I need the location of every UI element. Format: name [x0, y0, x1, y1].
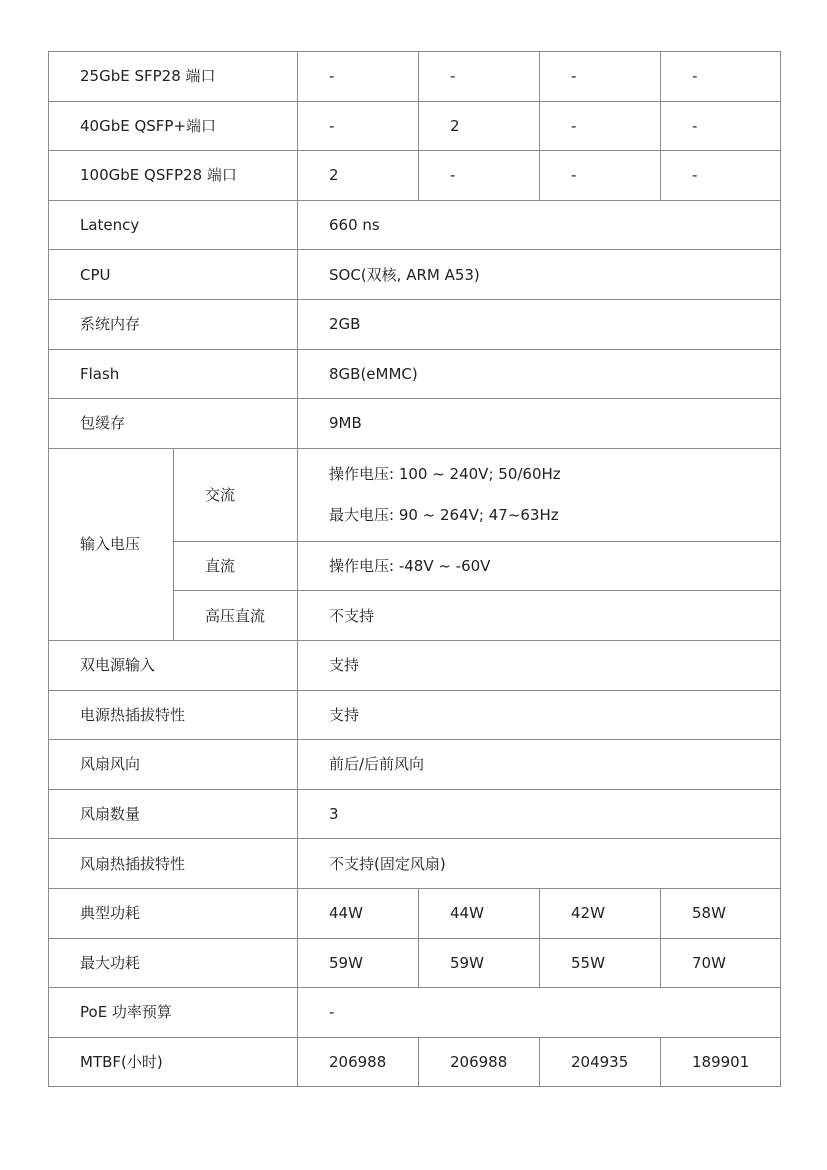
- cell-value: -: [661, 151, 781, 201]
- cell-value: 支持: [298, 690, 781, 740]
- cell-value: -: [540, 52, 661, 102]
- row-label: 40GbE QSFP+端口: [49, 101, 298, 151]
- row-label: 输入电压: [49, 448, 174, 640]
- row-label: 包缓存: [49, 399, 298, 449]
- row-label: 风扇数量: [49, 789, 298, 839]
- spec-table: [48, 51, 781, 1087]
- table-row: [49, 839, 781, 889]
- cell-value: -: [540, 151, 661, 201]
- table-row: [49, 1037, 781, 1087]
- cell-value: -: [298, 988, 781, 1038]
- row-label: PoE 功率预算: [49, 988, 298, 1038]
- ac-max-voltage: 最大电压: 90 ~ 264V; 47~63Hz: [329, 506, 559, 525]
- cell-value: 42W: [540, 888, 661, 938]
- cell-value: 2: [298, 151, 419, 201]
- table-row: [49, 888, 781, 938]
- row-label: 25GbE SFP28 端口: [49, 52, 298, 102]
- ac-operating-voltage: 操作电压: 100 ~ 240V; 50/60Hz: [329, 465, 561, 484]
- row-label: 100GbE QSFP28 端口: [49, 151, 298, 201]
- table-row: [49, 349, 781, 399]
- table-row: [49, 250, 781, 300]
- cell-value: [298, 448, 781, 541]
- cell-value: 前后/后前风向: [298, 740, 781, 790]
- cell-value: 不支持: [298, 591, 781, 641]
- table-row: [49, 740, 781, 790]
- row-label: 最大功耗: [49, 938, 298, 988]
- cell-value: 59W: [419, 938, 540, 988]
- cell-value: -: [419, 151, 540, 201]
- row-label: MTBF(小时): [49, 1037, 298, 1087]
- cell-value: 44W: [419, 888, 540, 938]
- sub-label: 高压直流: [174, 591, 298, 641]
- table-row: [49, 52, 781, 102]
- row-label: 电源热插拔特性: [49, 690, 298, 740]
- cell-value: -: [661, 52, 781, 102]
- sub-label: 直流: [174, 541, 298, 591]
- table-row: [49, 988, 781, 1038]
- row-label: Latency: [49, 200, 298, 250]
- cell-value: 2: [419, 101, 540, 151]
- cell-value: 操作电压: -48V ~ -60V: [298, 541, 781, 591]
- cell-value: 2GB: [298, 299, 781, 349]
- table-row: [49, 448, 781, 541]
- table-row: [49, 789, 781, 839]
- cell-value: 206988: [419, 1037, 540, 1087]
- cell-value: 9MB: [298, 399, 781, 449]
- row-label: CPU: [49, 250, 298, 300]
- cell-value: 58W: [661, 888, 781, 938]
- table-row: [49, 101, 781, 151]
- cell-value: 59W: [298, 938, 419, 988]
- table-row: [49, 938, 781, 988]
- cell-value: 44W: [298, 888, 419, 938]
- cell-value: 55W: [540, 938, 661, 988]
- row-label: 风扇热插拔特性: [49, 839, 298, 889]
- cell-value: -: [540, 101, 661, 151]
- cell-value: -: [298, 52, 419, 102]
- cell-value: 8GB(eMMC): [298, 349, 781, 399]
- cell-value: 70W: [661, 938, 781, 988]
- table-row: [49, 151, 781, 201]
- row-label: 双电源输入: [49, 640, 298, 690]
- cell-value: -: [298, 101, 419, 151]
- row-label: 典型功耗: [49, 888, 298, 938]
- table-row: [49, 200, 781, 250]
- cell-value: 支持: [298, 640, 781, 690]
- table-row: [49, 399, 781, 449]
- table-row: [49, 690, 781, 740]
- cell-value: 3: [298, 789, 781, 839]
- cell-value: -: [419, 52, 540, 102]
- row-label: Flash: [49, 349, 298, 399]
- cell-value: 204935: [540, 1037, 661, 1087]
- cell-value: 660 ns: [298, 200, 781, 250]
- row-label: 风扇风向: [49, 740, 298, 790]
- table-row: [49, 640, 781, 690]
- sub-label: 交流: [174, 448, 298, 541]
- row-label: 系统内存: [49, 299, 298, 349]
- cell-value: 不支持(固定风扇): [298, 839, 781, 889]
- cell-value: SOC(双核, ARM A53): [298, 250, 781, 300]
- table-row: [49, 299, 781, 349]
- cell-value: 189901: [661, 1037, 781, 1087]
- cell-value: 206988: [298, 1037, 419, 1087]
- cell-value: -: [661, 101, 781, 151]
